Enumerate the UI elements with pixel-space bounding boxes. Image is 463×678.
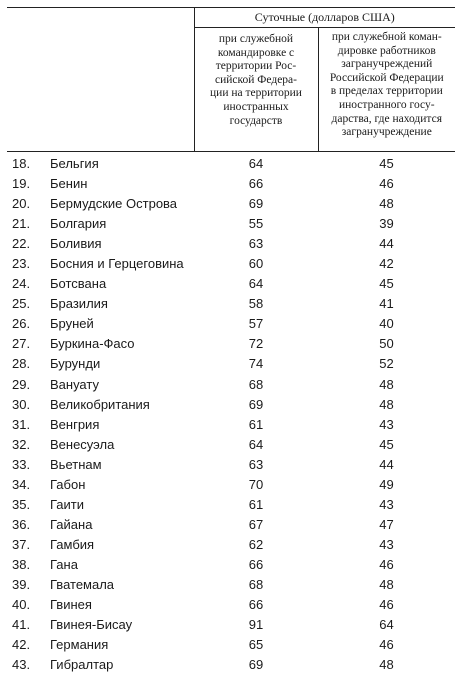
row-number: 30. xyxy=(12,396,31,412)
row-number: 38. xyxy=(12,556,31,572)
row-number: 43. xyxy=(12,657,31,673)
country-name: Вьетнам xyxy=(50,456,102,472)
allowance-abroad-value: 69 xyxy=(248,396,264,412)
col_b-line: Российской Федерации xyxy=(329,71,444,84)
row-number: 33. xyxy=(12,456,31,472)
allowance-abroad-value: 63 xyxy=(248,236,264,252)
country-name: Гвинея-Бисау xyxy=(50,617,133,633)
table-row xyxy=(7,334,455,354)
allowance-foreign-office-value: 43 xyxy=(379,536,394,552)
allowance-foreign-office-value: 41 xyxy=(379,296,394,312)
row-number: 40. xyxy=(12,597,31,613)
allowance-foreign-office-value: 44 xyxy=(379,456,394,472)
col_a-line: иностранных xyxy=(223,100,289,113)
row-number: 25. xyxy=(12,296,31,312)
col_b-line: загранучреждений xyxy=(341,58,433,71)
allowance-abroad-value: 62 xyxy=(248,536,264,552)
country-name: Габон xyxy=(50,476,86,492)
country-name: Ботсвана xyxy=(50,276,107,292)
allowance-abroad-value: 64 xyxy=(248,276,264,292)
allowance-foreign-office-value: 46 xyxy=(379,556,394,572)
row-number: 23. xyxy=(12,256,31,272)
row-number: 19. xyxy=(12,176,31,192)
country-name: Бруней xyxy=(50,316,94,332)
row-number: 42. xyxy=(12,637,31,653)
header-col-abroad-trip xyxy=(194,28,318,152)
row-number: 34. xyxy=(12,476,31,492)
allowance-abroad-value: 61 xyxy=(248,496,264,512)
allowance-abroad-value: 91 xyxy=(248,617,264,633)
allowance-abroad-value: 67 xyxy=(248,516,264,532)
allowance-table-page xyxy=(7,7,455,675)
country-name: Болгария xyxy=(50,216,107,232)
table-row xyxy=(7,314,455,334)
allowance-foreign-office-value: 50 xyxy=(379,336,394,352)
allowance-foreign-office-value: 45 xyxy=(379,276,394,292)
allowance-abroad-value: 65 xyxy=(248,637,264,653)
col_a-line: сийской Федера- xyxy=(215,73,297,86)
row-number: 31. xyxy=(12,416,31,432)
allowance-abroad-value: 55 xyxy=(248,216,264,232)
country-name: Бурунди xyxy=(50,356,101,372)
table-row xyxy=(7,234,455,254)
country-name: Венесуэла xyxy=(50,436,115,452)
table-row xyxy=(7,435,455,455)
table-row xyxy=(7,274,455,294)
row-number: 37. xyxy=(12,536,31,552)
allowance-abroad-value: 58 xyxy=(248,296,264,312)
country-name: Великобритания xyxy=(50,396,150,412)
table-row xyxy=(7,535,455,555)
table-row xyxy=(7,495,455,515)
header-group-label: Суточные (долларов США) xyxy=(194,8,455,28)
allowance-abroad-value: 72 xyxy=(248,336,264,352)
table-row xyxy=(7,194,455,214)
allowance-abroad-value: 74 xyxy=(248,356,264,372)
allowance-foreign-office-value: 45 xyxy=(379,436,394,452)
allowance-foreign-office-value: 48 xyxy=(379,196,394,212)
col_a-line: ции на территории xyxy=(210,87,302,100)
table-row xyxy=(7,475,455,495)
country-name: Босния и Герцеговина xyxy=(50,256,184,272)
row-number: 39. xyxy=(12,577,31,592)
country-name: Гватемала xyxy=(50,577,115,592)
table-row xyxy=(7,154,455,174)
country-name: Германия xyxy=(50,637,109,653)
table-row xyxy=(7,455,455,475)
allowance-abroad-value: 66 xyxy=(248,597,264,613)
table-row xyxy=(7,515,455,535)
country-name: Гвинея xyxy=(50,597,92,613)
allowance-foreign-office-value: 48 xyxy=(379,396,394,412)
country-name: Гибралтар xyxy=(50,657,114,673)
allowance-abroad-value: 70 xyxy=(248,476,264,492)
table-row xyxy=(7,655,455,675)
col_a-line: при служебной xyxy=(218,33,294,45)
country-name: Вануату xyxy=(50,376,99,392)
table-body xyxy=(7,152,455,676)
country-name: Венгрия xyxy=(50,416,100,432)
country-name: Бермудские Острова xyxy=(50,196,178,212)
col_a-line: командировке с xyxy=(217,46,295,59)
country-name: Буркина-Фасо xyxy=(50,336,135,352)
allowance-foreign-office-value: 47 xyxy=(379,516,394,532)
table-row xyxy=(7,174,455,194)
row-number: 18. xyxy=(12,156,31,172)
table-row xyxy=(7,555,455,575)
country-name: Гаити xyxy=(50,496,85,512)
allowance-abroad-value: 69 xyxy=(248,196,264,212)
col_b-line: в пределах территории xyxy=(330,85,443,98)
row-number: 41. xyxy=(12,617,31,633)
row-number: 22. xyxy=(12,236,31,252)
allowance-foreign-office-value: 46 xyxy=(379,176,394,192)
allowance-foreign-office-value: 48 xyxy=(379,376,394,392)
country-name: Боливия xyxy=(50,236,102,252)
country-name: Бенин xyxy=(50,176,88,192)
col_a-line: государств xyxy=(229,114,283,127)
allowance-foreign-office-value: 45 xyxy=(379,156,394,172)
row-number: 32. xyxy=(12,436,31,452)
table-row xyxy=(7,615,455,635)
row-number: 28. xyxy=(12,356,31,372)
table-row xyxy=(7,214,455,234)
table-row xyxy=(7,294,455,314)
allowance-abroad-value: 57 xyxy=(248,316,264,332)
col_b-line: при служебной коман- xyxy=(331,31,442,43)
table-row xyxy=(7,415,455,435)
allowance-abroad-value: 60 xyxy=(248,256,264,272)
table-row xyxy=(7,595,455,615)
allowance-foreign-office-value: 39 xyxy=(379,216,394,232)
allowance-abroad-value: 64 xyxy=(248,436,264,452)
allowance-abroad-value: 64 xyxy=(248,156,264,172)
row-number: 20. xyxy=(12,196,31,212)
allowance-foreign-office-value: 48 xyxy=(379,657,394,673)
allowance-foreign-office-value: 46 xyxy=(379,597,394,613)
allowance-foreign-office-value: 49 xyxy=(379,476,394,492)
row-number: 36. xyxy=(12,516,31,532)
table-row xyxy=(7,575,455,595)
allowance-abroad-value: 63 xyxy=(248,456,264,472)
row-number: 26. xyxy=(12,316,31,332)
table-row xyxy=(7,354,455,374)
allowance-foreign-office-value: 43 xyxy=(379,496,394,512)
allowance-abroad-value: 69 xyxy=(248,657,264,673)
allowance-abroad-value: 68 xyxy=(248,577,264,592)
col_a-line: территории Рос- xyxy=(215,60,297,73)
table-header xyxy=(7,8,455,152)
country-name: Бразилия xyxy=(50,296,108,312)
allowance-foreign-office-value: 43 xyxy=(379,416,394,432)
allowance-abroad-value: 66 xyxy=(248,556,264,572)
country-name: Бельгия xyxy=(50,156,99,172)
col_b-line: дировке работников xyxy=(337,44,436,57)
row-number: 21. xyxy=(12,216,31,232)
row-number: 35. xyxy=(12,496,31,512)
allowance-foreign-office-value: 46 xyxy=(379,637,394,653)
row-number: 27. xyxy=(12,336,31,352)
col_b-line: дарства, где находится xyxy=(331,112,442,125)
table-row xyxy=(7,254,455,274)
country-name: Гана xyxy=(50,556,78,572)
allowance-foreign-office-value: 44 xyxy=(379,236,394,252)
allowance-foreign-office-value: 48 xyxy=(379,577,394,592)
row-number: 24. xyxy=(12,276,31,292)
allowance-foreign-office-value: 42 xyxy=(379,256,394,272)
allowance-abroad-value: 68 xyxy=(248,376,264,392)
allowance-abroad-value: 66 xyxy=(248,176,264,192)
allowance-abroad-value: 61 xyxy=(248,416,264,432)
allowance-foreign-office-value: 52 xyxy=(379,356,394,372)
allowance-table xyxy=(7,7,455,675)
header-blank-cell xyxy=(7,8,194,152)
table-row xyxy=(7,395,455,415)
table-row xyxy=(7,635,455,655)
col_b-line: иностранного госу- xyxy=(338,98,435,111)
allowance-foreign-office-value: 40 xyxy=(379,316,394,332)
country-name: Гамбия xyxy=(50,536,95,552)
header-col-foreign-office-trip xyxy=(318,28,455,152)
row-number: 29. xyxy=(12,376,31,392)
allowance-foreign-office-value: 64 xyxy=(379,617,394,633)
table-row xyxy=(7,375,455,395)
col_b-line: загранучреждение xyxy=(341,126,432,139)
country-name: Гайана xyxy=(50,516,93,532)
